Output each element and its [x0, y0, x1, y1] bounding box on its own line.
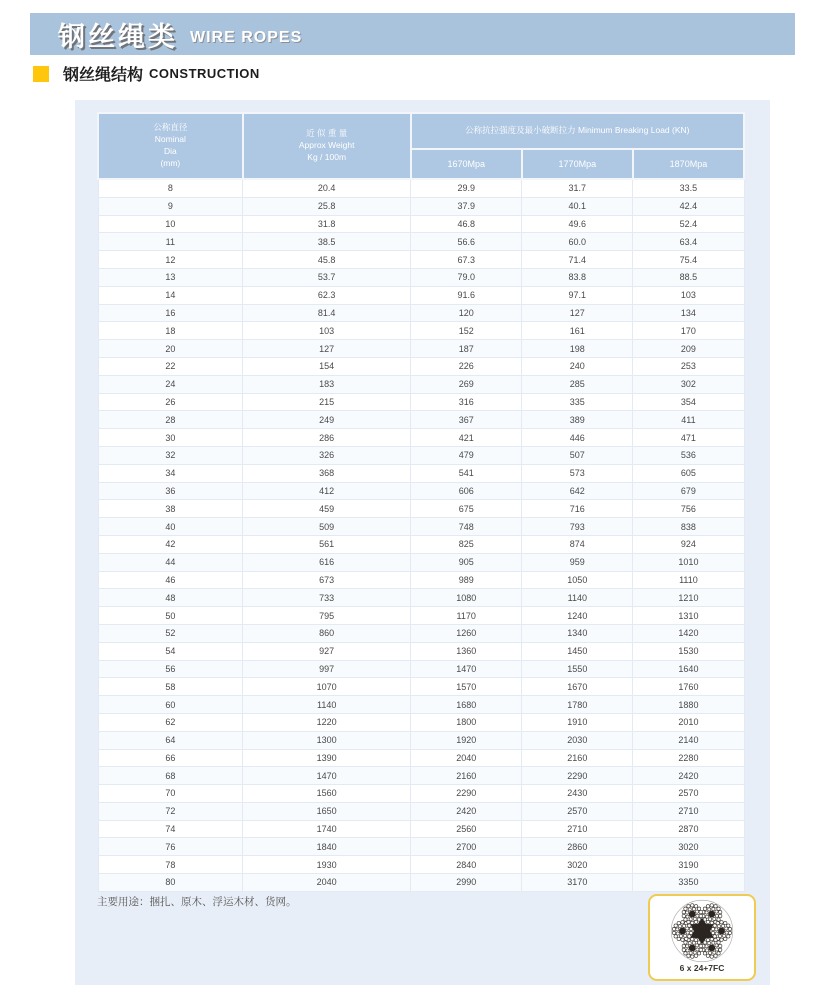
cell-diameter: 56 — [98, 660, 243, 678]
cell-value: 2870 — [633, 820, 744, 838]
cell-value: 997 — [243, 660, 411, 678]
cell-value: 675 — [411, 500, 522, 518]
table-row — [98, 251, 744, 269]
cell-value: 253 — [633, 357, 744, 375]
cell-value: 1420 — [633, 624, 744, 642]
table-row — [98, 197, 744, 215]
cell-value: 29.9 — [411, 179, 522, 197]
cell-value: 226 — [411, 357, 522, 375]
table-row — [98, 838, 744, 856]
cell-value: 33.5 — [633, 179, 744, 197]
cell-value: 103 — [633, 286, 744, 304]
cell-diameter: 78 — [98, 856, 243, 874]
cell-value: 187 — [411, 340, 522, 358]
cell-value: 60.0 — [522, 233, 633, 251]
table-row — [98, 304, 744, 322]
table-row — [98, 464, 744, 482]
cell-value: 1550 — [522, 660, 633, 678]
cell-diameter: 64 — [98, 731, 243, 749]
table-row — [98, 856, 744, 874]
table-row — [98, 696, 744, 714]
spec-table-wrap — [97, 112, 745, 892]
cell-value: 1110 — [633, 571, 744, 589]
cell-value: 1840 — [243, 838, 411, 856]
cell-value: 1740 — [243, 820, 411, 838]
cell-value: 733 — [243, 589, 411, 607]
cell-value: 2140 — [633, 731, 744, 749]
cell-value: 2710 — [522, 820, 633, 838]
cell-value: 1070 — [243, 678, 411, 696]
cell-diameter: 50 — [98, 607, 243, 625]
table-row — [98, 571, 744, 589]
cell-value: 71.4 — [522, 251, 633, 269]
cell-diameter: 60 — [98, 696, 243, 714]
table-row — [98, 642, 744, 660]
cell-value: 2040 — [243, 874, 411, 892]
cell-value: 541 — [411, 464, 522, 482]
cell-value: 88.5 — [633, 268, 744, 286]
cell-diameter: 32 — [98, 446, 243, 464]
yellow-bullet-icon — [33, 66, 49, 82]
cell-value: 40.1 — [522, 197, 633, 215]
cell-value: 2700 — [411, 838, 522, 856]
cell-value: 825 — [411, 535, 522, 553]
cell-value: 421 — [411, 429, 522, 447]
cell-value: 240 — [522, 357, 633, 375]
cell-value: 62.3 — [243, 286, 411, 304]
cell-value: 1260 — [411, 624, 522, 642]
cell-value: 1530 — [633, 642, 744, 660]
cell-value: 756 — [633, 500, 744, 518]
cell-value: 838 — [633, 518, 744, 536]
cell-value: 389 — [522, 411, 633, 429]
cell-value: 1570 — [411, 678, 522, 696]
cell-value: 1640 — [633, 660, 744, 678]
cell-value: 536 — [633, 446, 744, 464]
cell-value: 959 — [522, 553, 633, 571]
table-row — [98, 553, 744, 571]
cell-value: 367 — [411, 411, 522, 429]
cell-value: 1010 — [633, 553, 744, 571]
cell-value: 927 — [243, 642, 411, 660]
table-row — [98, 286, 744, 304]
table-row — [98, 749, 744, 767]
cell-diameter: 18 — [98, 322, 243, 340]
cell-value: 1390 — [243, 749, 411, 767]
cell-value: 354 — [633, 393, 744, 411]
cell-value: 2420 — [411, 802, 522, 820]
cell-value: 209 — [633, 340, 744, 358]
cell-value: 679 — [633, 482, 744, 500]
cell-value: 573 — [522, 464, 633, 482]
header-nominal-dia — [98, 113, 243, 179]
page-title-en: WIRE ROPES — [190, 29, 303, 46]
cell-value: 1560 — [243, 785, 411, 803]
cell-value: 2570 — [522, 802, 633, 820]
cell-value: 2160 — [411, 767, 522, 785]
cell-value: 1470 — [411, 660, 522, 678]
cell-diameter: 20 — [98, 340, 243, 358]
cell-diameter: 44 — [98, 553, 243, 571]
table-row — [98, 411, 744, 429]
cell-diameter: 42 — [98, 535, 243, 553]
content-panel — [75, 100, 770, 985]
header-grade-1770: 1770Mpa — [522, 149, 633, 179]
cell-value: 616 — [243, 553, 411, 571]
cell-diameter: 14 — [98, 286, 243, 304]
cell-value: 2570 — [633, 785, 744, 803]
header-grade-1670: 1670Mpa — [411, 149, 522, 179]
table-row — [98, 268, 744, 286]
cell-value: 25.8 — [243, 197, 411, 215]
cell-diameter: 34 — [98, 464, 243, 482]
cell-value: 1780 — [522, 696, 633, 714]
table-row — [98, 233, 744, 251]
cell-value: 874 — [522, 535, 633, 553]
table-row — [98, 215, 744, 233]
header-approx-weight-unit: Kg / 100m — [307, 151, 347, 162]
table-row — [98, 500, 744, 518]
cell-value: 673 — [243, 571, 411, 589]
cell-value: 1360 — [411, 642, 522, 660]
cell-value: 2710 — [633, 802, 744, 820]
cell-value: 2430 — [522, 785, 633, 803]
cell-value: 67.3 — [411, 251, 522, 269]
table-row — [98, 340, 744, 358]
cell-diameter: 10 — [98, 215, 243, 233]
cell-value: 46.8 — [411, 215, 522, 233]
cell-value: 1910 — [522, 713, 633, 731]
cell-value: 459 — [243, 500, 411, 518]
table-row — [98, 624, 744, 642]
header-nominal-dia-zh: 公称直径 — [153, 122, 188, 133]
cell-diameter: 11 — [98, 233, 243, 251]
cell-value: 1670 — [522, 678, 633, 696]
cell-diameter: 74 — [98, 820, 243, 838]
cell-diameter: 76 — [98, 838, 243, 856]
section-title-en: CONSTRUCTION — [149, 66, 260, 81]
cell-value: 3350 — [633, 874, 744, 892]
cell-value: 1930 — [243, 856, 411, 874]
cell-value: 1310 — [633, 607, 744, 625]
cell-value: 1080 — [411, 589, 522, 607]
cell-value: 1050 — [522, 571, 633, 589]
cell-value: 120 — [411, 304, 522, 322]
cell-value: 127 — [243, 340, 411, 358]
table-row — [98, 393, 744, 411]
cell-value: 3190 — [633, 856, 744, 874]
cell-value: 471 — [633, 429, 744, 447]
rope-construction-label: 6 x 24+7FC — [679, 963, 725, 973]
cell-value: 3020 — [633, 838, 744, 856]
cell-value: 183 — [243, 375, 411, 393]
page-title-band — [30, 13, 795, 55]
cell-diameter: 70 — [98, 785, 243, 803]
cell-diameter: 22 — [98, 357, 243, 375]
cell-value: 509 — [243, 518, 411, 536]
table-row — [98, 518, 744, 536]
cell-value: 795 — [243, 607, 411, 625]
cell-value: 103 — [243, 322, 411, 340]
cell-value: 1170 — [411, 607, 522, 625]
section-title-zh: 钢丝绳结构 — [63, 67, 144, 84]
table-row — [98, 607, 744, 625]
table-row — [98, 802, 744, 820]
usage-note: 主要用途：捆扎、原木、浮运木材、货网。 — [97, 896, 297, 908]
cell-value: 52.4 — [633, 215, 744, 233]
cell-value: 83.8 — [522, 268, 633, 286]
cell-value: 79.0 — [411, 268, 522, 286]
cell-value: 412 — [243, 482, 411, 500]
cell-value: 45.8 — [243, 251, 411, 269]
cell-diameter: 16 — [98, 304, 243, 322]
cell-value: 1880 — [633, 696, 744, 714]
cell-value: 53.7 — [243, 268, 411, 286]
cell-value: 905 — [411, 553, 522, 571]
cell-value: 2990 — [411, 874, 522, 892]
cell-value: 335 — [522, 393, 633, 411]
cell-value: 31.7 — [522, 179, 633, 197]
cell-value: 2560 — [411, 820, 522, 838]
cell-diameter: 80 — [98, 874, 243, 892]
cell-diameter: 66 — [98, 749, 243, 767]
cell-value: 2040 — [411, 749, 522, 767]
cell-value: 2420 — [633, 767, 744, 785]
cell-value: 1300 — [243, 731, 411, 749]
table-row — [98, 820, 744, 838]
cell-diameter: 12 — [98, 251, 243, 269]
cell-value: 31.8 — [243, 215, 411, 233]
cell-value: 42.4 — [633, 197, 744, 215]
cell-value: 326 — [243, 446, 411, 464]
cell-value: 286 — [243, 429, 411, 447]
cell-value: 860 — [243, 624, 411, 642]
cell-value: 2840 — [411, 856, 522, 874]
cell-diameter: 68 — [98, 767, 243, 785]
cell-diameter: 72 — [98, 802, 243, 820]
cell-value: 3020 — [522, 856, 633, 874]
cell-diameter: 52 — [98, 624, 243, 642]
cell-value: 479 — [411, 446, 522, 464]
cell-value: 63.4 — [633, 233, 744, 251]
table-row — [98, 589, 744, 607]
cell-diameter: 40 — [98, 518, 243, 536]
header-grade-1870: 1870Mpa — [633, 149, 744, 179]
cell-value: 561 — [243, 535, 411, 553]
cell-diameter: 26 — [98, 393, 243, 411]
cell-diameter: 28 — [98, 411, 243, 429]
section-heading — [33, 62, 260, 85]
cell-value: 152 — [411, 322, 522, 340]
cell-value: 793 — [522, 518, 633, 536]
cell-value: 249 — [243, 411, 411, 429]
cell-value: 716 — [522, 500, 633, 518]
header-breaking-load: 公称抗拉强度及最小破断拉力 Minimum Breaking Load (KN) — [411, 113, 744, 149]
cell-value: 1920 — [411, 731, 522, 749]
table-row — [98, 446, 744, 464]
cell-value: 1650 — [243, 802, 411, 820]
cell-value: 2290 — [522, 767, 633, 785]
cell-value: 1470 — [243, 767, 411, 785]
cell-value: 368 — [243, 464, 411, 482]
cell-value: 269 — [411, 375, 522, 393]
cell-value: 1760 — [633, 678, 744, 696]
cell-value: 2290 — [411, 785, 522, 803]
cell-value: 1210 — [633, 589, 744, 607]
cell-value: 127 — [522, 304, 633, 322]
table-row — [98, 482, 744, 500]
cell-value: 75.4 — [633, 251, 744, 269]
table-row — [98, 179, 744, 197]
cell-value: 1140 — [243, 696, 411, 714]
cell-value: 411 — [633, 411, 744, 429]
table-row — [98, 713, 744, 731]
cell-value: 1220 — [243, 713, 411, 731]
cell-value: 1240 — [522, 607, 633, 625]
cell-value: 2010 — [633, 713, 744, 731]
table-row — [98, 357, 744, 375]
table-row — [98, 767, 744, 785]
cell-diameter: 46 — [98, 571, 243, 589]
cell-value: 2030 — [522, 731, 633, 749]
cell-value: 91.6 — [411, 286, 522, 304]
cell-value: 446 — [522, 429, 633, 447]
cell-diameter: 48 — [98, 589, 243, 607]
cell-value: 2280 — [633, 749, 744, 767]
table-row — [98, 375, 744, 393]
cell-value: 1340 — [522, 624, 633, 642]
cell-value: 37.9 — [411, 197, 522, 215]
cell-value: 605 — [633, 464, 744, 482]
cell-value: 56.6 — [411, 233, 522, 251]
header-approx-weight-en: Approx Weight — [298, 140, 355, 151]
cell-value: 316 — [411, 393, 522, 411]
cell-value: 198 — [522, 340, 633, 358]
table-row — [98, 322, 744, 340]
page-title-zh: 钢丝绳类 — [58, 21, 178, 52]
cell-value: 989 — [411, 571, 522, 589]
cell-value: 2860 — [522, 838, 633, 856]
cell-value: 285 — [522, 375, 633, 393]
table-row — [98, 535, 744, 553]
cell-value: 507 — [522, 446, 633, 464]
cell-value: 642 — [522, 482, 633, 500]
header-nominal-dia-en2: Dia — [163, 146, 177, 156]
cell-value: 302 — [633, 375, 744, 393]
cell-value: 161 — [522, 322, 633, 340]
cell-value: 1450 — [522, 642, 633, 660]
rope-cross-section-icon — [658, 898, 746, 964]
table-row — [98, 429, 744, 447]
cell-diameter: 36 — [98, 482, 243, 500]
cell-value: 81.4 — [243, 304, 411, 322]
cell-value: 1140 — [522, 589, 633, 607]
cell-value: 20.4 — [243, 179, 411, 197]
cell-value: 1680 — [411, 696, 522, 714]
cell-value: 2160 — [522, 749, 633, 767]
table-row — [98, 660, 744, 678]
cell-value: 748 — [411, 518, 522, 536]
cell-diameter: 13 — [98, 268, 243, 286]
table-row — [98, 731, 744, 749]
wire-rope-spec-table — [97, 112, 745, 892]
cell-diameter: 58 — [98, 678, 243, 696]
cell-diameter: 62 — [98, 713, 243, 731]
table-row — [98, 874, 744, 892]
header-nominal-dia-unit: (mm) — [160, 157, 181, 168]
cell-diameter: 9 — [98, 197, 243, 215]
header-nominal-dia-en1: Nominal — [154, 134, 186, 145]
cell-value: 134 — [633, 304, 744, 322]
cell-diameter: 38 — [98, 500, 243, 518]
header-approx-weight — [243, 113, 411, 179]
cell-value: 606 — [411, 482, 522, 500]
cell-value: 38.5 — [243, 233, 411, 251]
cell-diameter: 24 — [98, 375, 243, 393]
cell-value: 924 — [633, 535, 744, 553]
cell-diameter: 54 — [98, 642, 243, 660]
cell-value: 154 — [243, 357, 411, 375]
cell-diameter: 30 — [98, 429, 243, 447]
cell-value: 49.6 — [522, 215, 633, 233]
table-row — [98, 678, 744, 696]
rope-cross-section-card — [648, 894, 756, 981]
cell-value: 215 — [243, 393, 411, 411]
cell-value: 170 — [633, 322, 744, 340]
table-row — [98, 785, 744, 803]
cell-value: 3170 — [522, 874, 633, 892]
header-approx-weight-zh: 近 似 重 量 — [306, 128, 348, 139]
cell-diameter: 8 — [98, 179, 243, 197]
cell-value: 1800 — [411, 713, 522, 731]
cell-value: 97.1 — [522, 286, 633, 304]
